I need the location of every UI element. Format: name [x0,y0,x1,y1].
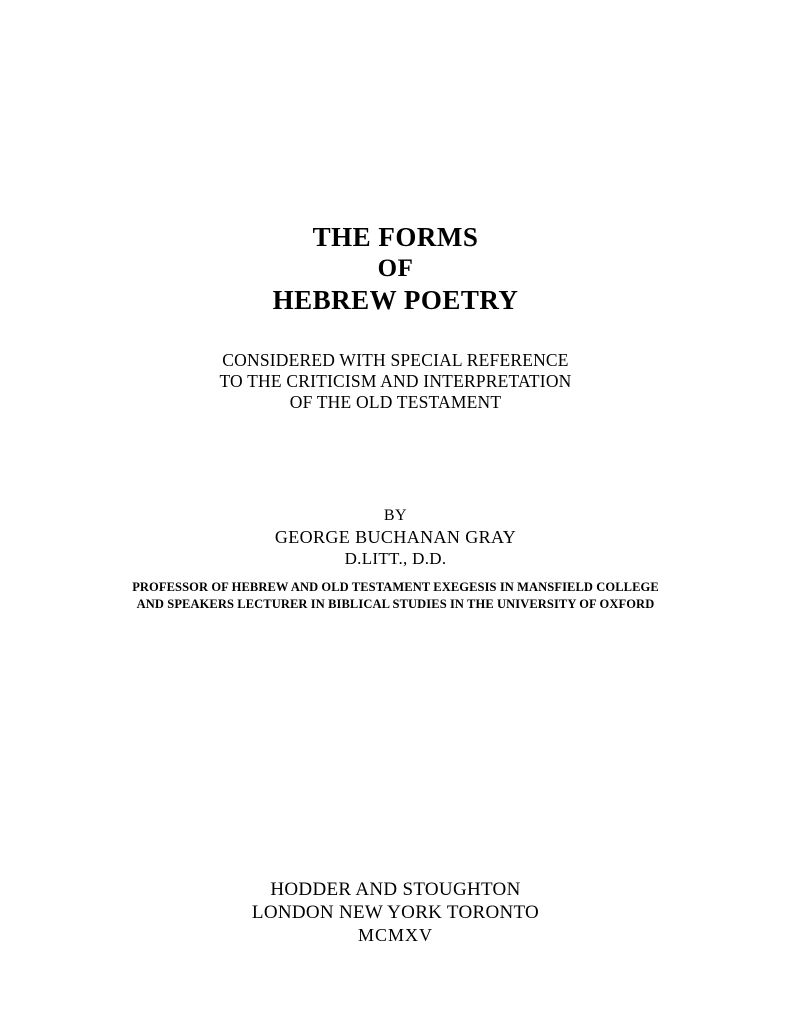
author-degrees: D.LITT., D.D. [344,549,447,568]
by-label: BY [383,507,408,524]
author-name: GEORGE BUCHANAN GRAY [274,527,517,547]
affiliation-line-2: AND SPEAKERS LECTURER IN BIBLICAL STUDIES IN THE UNIVERSITY OF OXFORD [136,597,655,611]
publisher-cities: LONDON NEW YORK TORONTO [251,902,540,923]
affiliation-line-1: PROFESSOR OF HEBREW AND OLD TESTAMENT EXEGESIS IN MANSFIELD COLLEGE [132,580,659,594]
title-line-1: THE FORMS [312,222,479,252]
book-title [0,222,791,316]
book-subtitle [0,350,791,413]
title-line-3: HEBREW POETRY [272,285,519,315]
subtitle-line-2: TO THE CRITICISM AND INTERPRETATION [219,371,572,391]
author-section [0,505,791,570]
subtitle-line-3: OF THE OLD TESTAMENT [289,392,502,412]
title-line-2: OF [377,255,414,282]
subtitle-line-1: CONSIDERED WITH SPECIAL REFERENCE [222,350,569,370]
publisher-section [0,878,791,947]
author-affiliation [0,579,791,613]
publisher-name: HODDER AND STOUGHTON [270,879,521,900]
publication-year: MCMXV [357,925,433,945]
